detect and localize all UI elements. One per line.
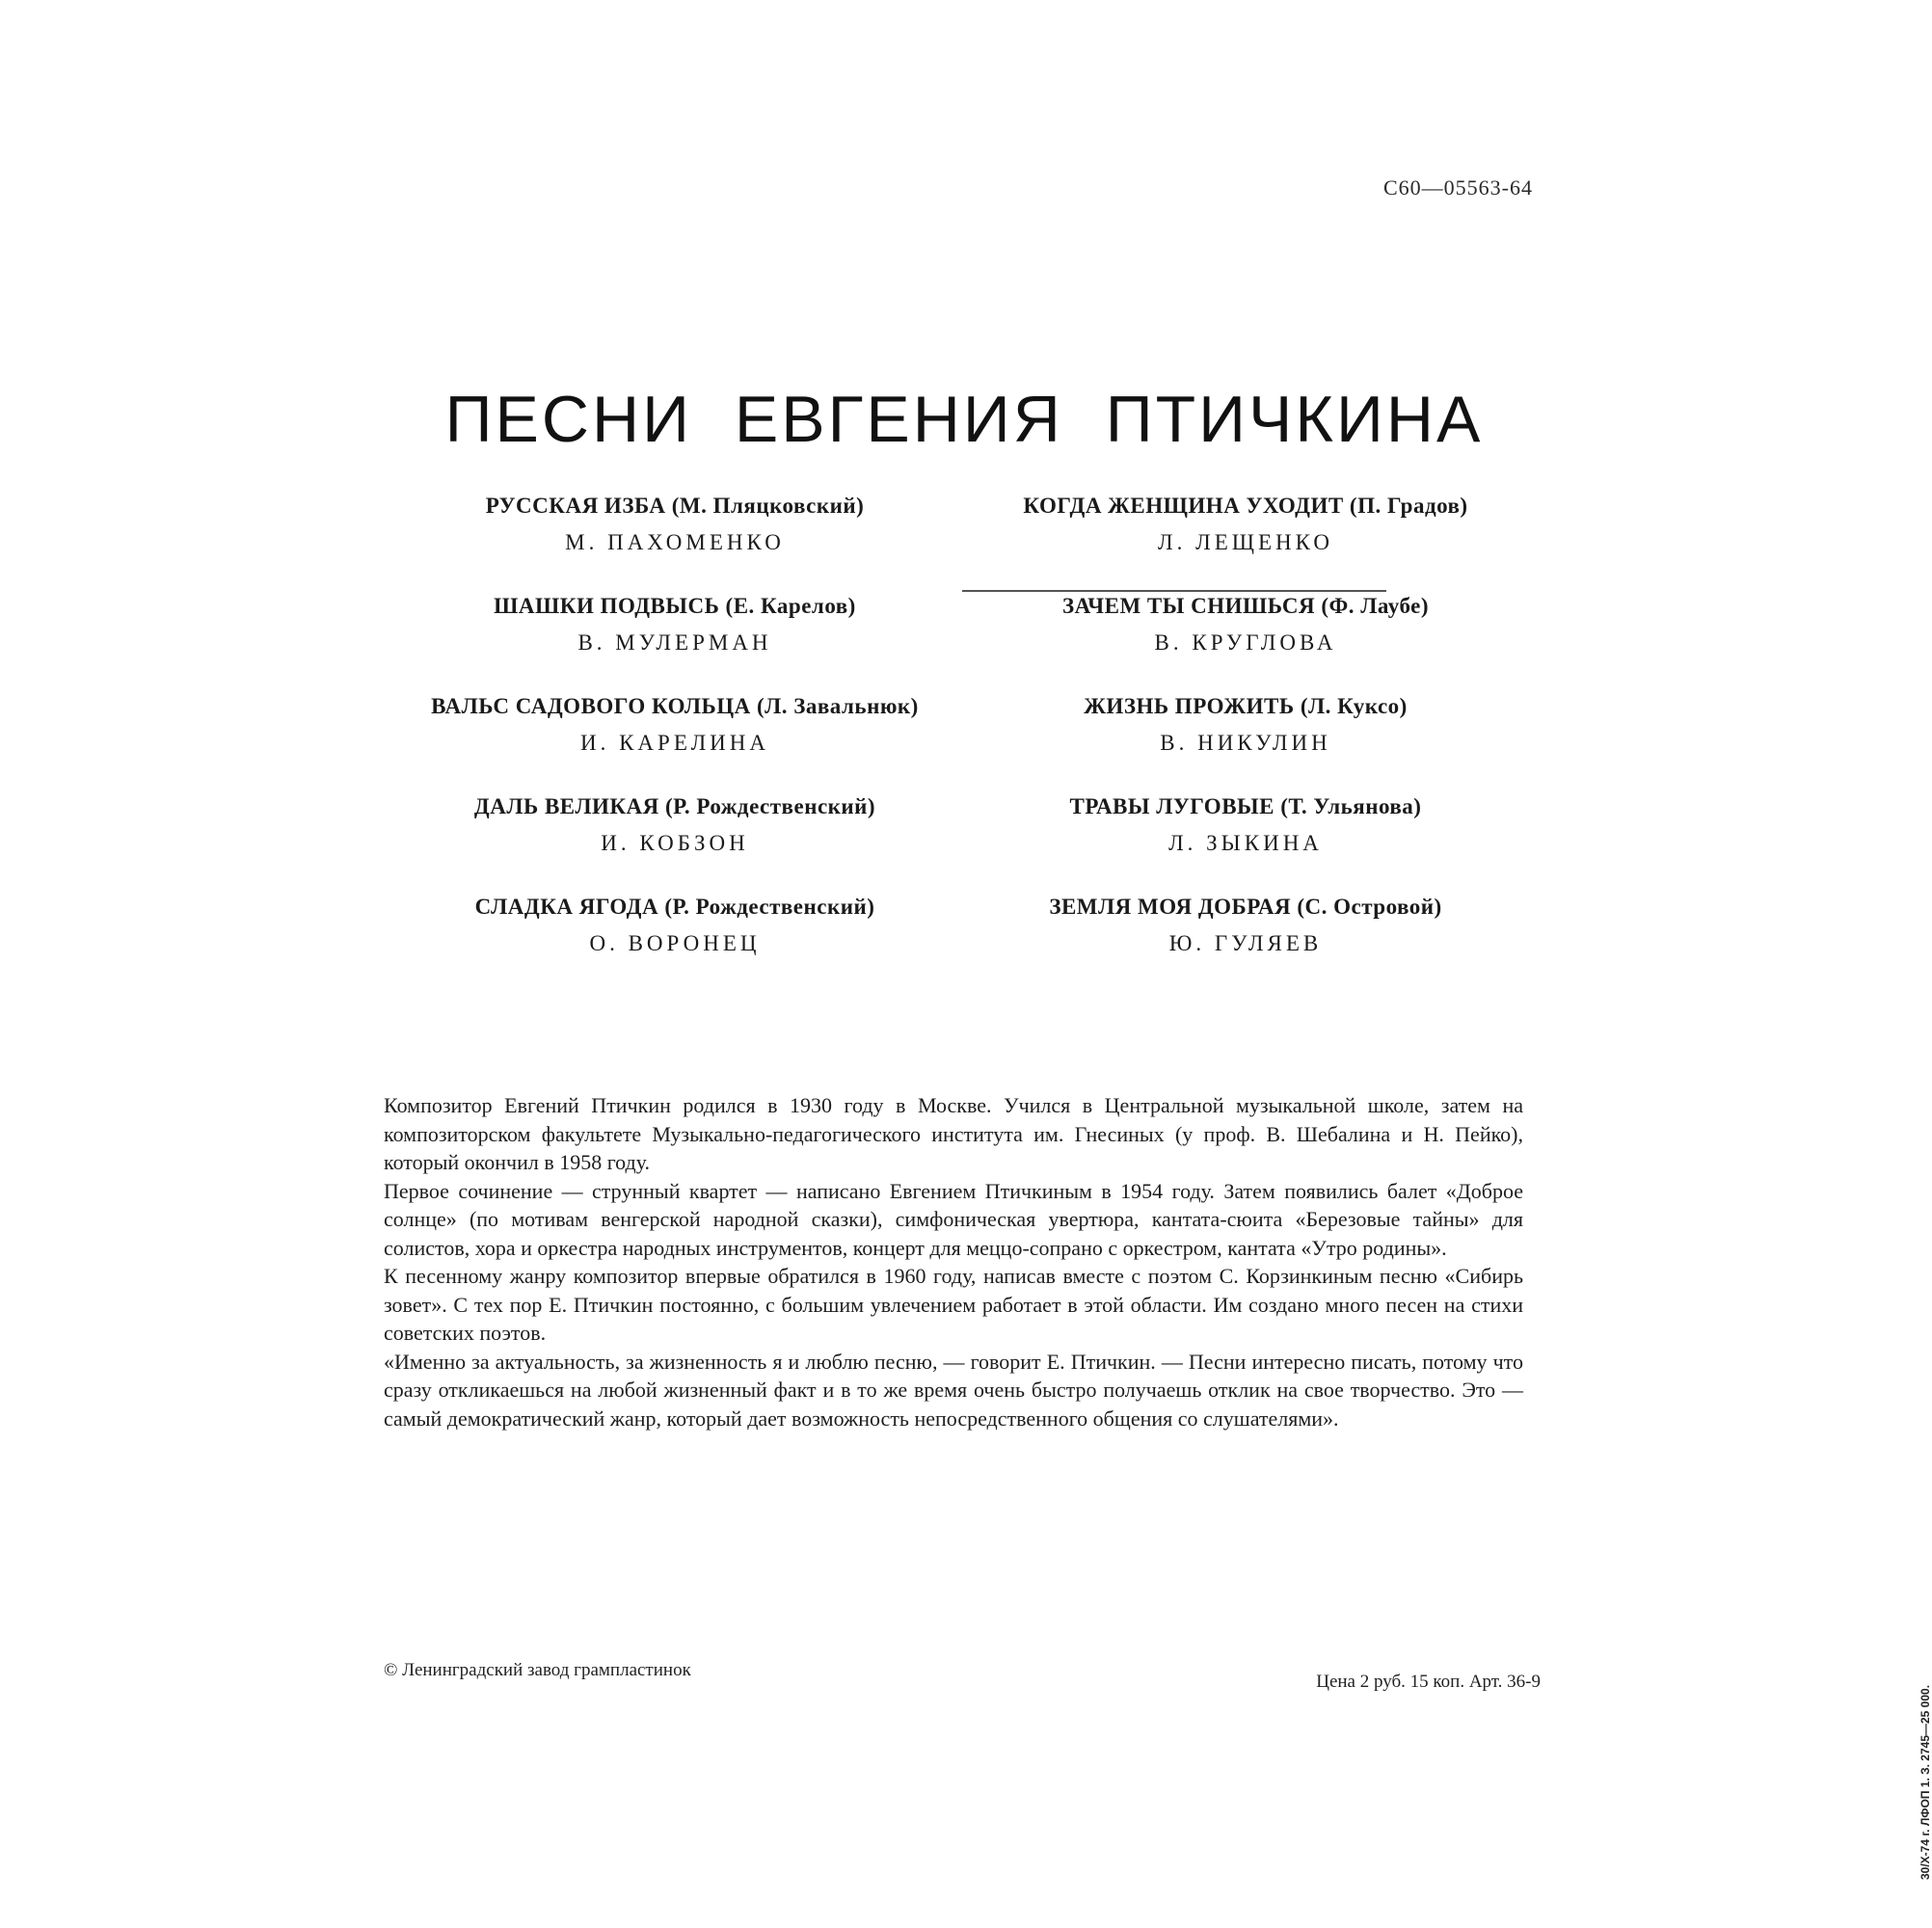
track-title: ВАЛЬС САДОВОГО КОЛЬЦА bbox=[431, 694, 751, 718]
track-column-left bbox=[405, 492, 945, 993]
track-title-line bbox=[976, 492, 1516, 521]
track-item bbox=[405, 492, 945, 592]
track-performer: Л. ЛЕЩЕНКО bbox=[1158, 530, 1333, 554]
track-column-right bbox=[976, 492, 1516, 993]
track-title: ДАЛЬ ВЕЛИКАЯ bbox=[473, 794, 659, 818]
track-title-line bbox=[405, 492, 945, 521]
track-lyricist: (Р. Рождественский) bbox=[664, 895, 875, 919]
track-title: ШАШКИ ПОДВЫСЬ bbox=[494, 594, 720, 618]
track-lyricist: (Е. Карелов) bbox=[725, 594, 856, 618]
track-title-line bbox=[976, 792, 1516, 821]
track-item bbox=[405, 692, 945, 792]
track-title-line bbox=[405, 893, 945, 922]
track-lyricist: (М. Пляцковский) bbox=[671, 494, 865, 518]
track-title-line bbox=[405, 592, 945, 621]
track-performer: О. ВОРОНЕЦ bbox=[589, 931, 761, 955]
track-lyricist: (Т. Ульянова) bbox=[1280, 794, 1422, 818]
track-title: ТРАВЫ ЛУГОВЫЕ bbox=[1069, 794, 1275, 818]
track-lyricist: (Ф. Лаубе) bbox=[1321, 594, 1430, 618]
side-divider bbox=[962, 590, 1386, 592]
track-title-line bbox=[405, 792, 945, 821]
track-performer: В. МУЛЕРМАН bbox=[577, 630, 772, 655]
track-title: РУССКАЯ ИЗБА bbox=[485, 494, 666, 518]
track-performer: И. КОБЗОН bbox=[601, 831, 749, 855]
track-lyricist: (П. Градов) bbox=[1349, 494, 1468, 518]
catalog-number: С60—05563-64 bbox=[1383, 175, 1533, 200]
track-list bbox=[0, 492, 1928, 993]
track-item bbox=[976, 893, 1516, 993]
track-item bbox=[976, 792, 1516, 893]
track-performer: В. НИКУЛИН bbox=[1160, 731, 1331, 755]
track-title-line bbox=[405, 692, 945, 721]
track-performer: И. КАРЕЛИНА bbox=[579, 731, 770, 755]
track-lyricist: (Л. Завальнюк) bbox=[756, 694, 919, 718]
price-info: Цена 2 руб. 15 коп. Арт. 36-9 bbox=[1316, 1672, 1541, 1692]
print-run-info: 30/X-74 г. ЛФОП 1. З. 2745—25 000. bbox=[1919, 1684, 1932, 1880]
track-performer: Ю. ГУЛЯЕВ bbox=[1168, 931, 1323, 955]
bio-paragraph: «Именно за актуальность, за жизненность я и люблю песню, — говорит Е. Птичкин. — Песни интересно писать, потому что сразу откликаешься на любой жизненный факт и в то же время очень быстро получаешь отклик на свое творчество. Это — самый демократический жанр, который дает возможность непосредственного общения со слушателями». bbox=[384, 1349, 1523, 1431]
track-performer: В. КРУГЛОВА bbox=[1154, 630, 1337, 655]
album-title: ПЕСНИ ЕВГЕНИЯ ПТИЧКИНА bbox=[444, 382, 1484, 456]
track-item bbox=[405, 592, 945, 692]
track-title-line bbox=[976, 692, 1516, 721]
bio-paragraph: К песенному жанру композитор впервые обратился в 1960 году, написав вместе с поэтом С. Корзинкиным песню «Сибирь зовет». С тех пор Е. Птичкин постоянно, с большим увлечением работает в этой области. Им создано много песен на стихи советских поэтов. bbox=[384, 1264, 1523, 1345]
bio-paragraph: Композитор Евгений Птичкин родился в 1930 году в Москве. Учился в Центральной музыкальной школе, затем на композиторском факультете Музыкально-педагогического института им. Гнесиных (у проф. В. Шебалина и Н. Пейко), который окончил в 1958 году. bbox=[384, 1093, 1523, 1174]
track-lyricist: (Р. Рождественский) bbox=[665, 794, 876, 818]
track-title-line bbox=[976, 592, 1516, 621]
track-title: КОГДА ЖЕНЩИНА УХОДИТ bbox=[1023, 494, 1344, 518]
track-title: ЗАЧЕМ ТЫ СНИШЬСЯ bbox=[1061, 594, 1316, 618]
track-item bbox=[976, 692, 1516, 792]
track-item bbox=[405, 893, 945, 993]
composer-biography bbox=[384, 1091, 1523, 1433]
bio-paragraph: Первое сочинение — струнный квартет — написано Евгением Птичкиным в 1954 году. Затем появились балет «Доброе солнце» (по мотивам венгерской народной сказки), симфоническая увертюра, кантата-сюита «Березовые тайны» для солистов, хора и оркестра народных инструментов, концерт для меццо-сопрано с оркестром, кантата «Утро родины». bbox=[384, 1178, 1523, 1260]
track-title: ЖИЗНЬ ПРОЖИТЬ bbox=[1084, 694, 1295, 718]
track-title-line bbox=[976, 893, 1516, 922]
track-performer: М. ПАХОМЕНКО bbox=[565, 530, 785, 554]
track-title: СЛАДКА ЯГОДА bbox=[474, 895, 659, 919]
track-title: ЗЕМЛЯ МОЯ ДОБРАЯ bbox=[1049, 895, 1292, 919]
track-item bbox=[405, 792, 945, 893]
track-item bbox=[976, 492, 1516, 592]
track-lyricist: (Л. Куксо) bbox=[1300, 694, 1408, 718]
track-item bbox=[976, 592, 1516, 692]
track-performer: Л. ЗЫКИНА bbox=[1168, 831, 1323, 855]
track-lyricist: (С. Островой) bbox=[1297, 895, 1442, 919]
publisher-copyright: © Ленинградский завод грампластинок bbox=[384, 1660, 691, 1680]
